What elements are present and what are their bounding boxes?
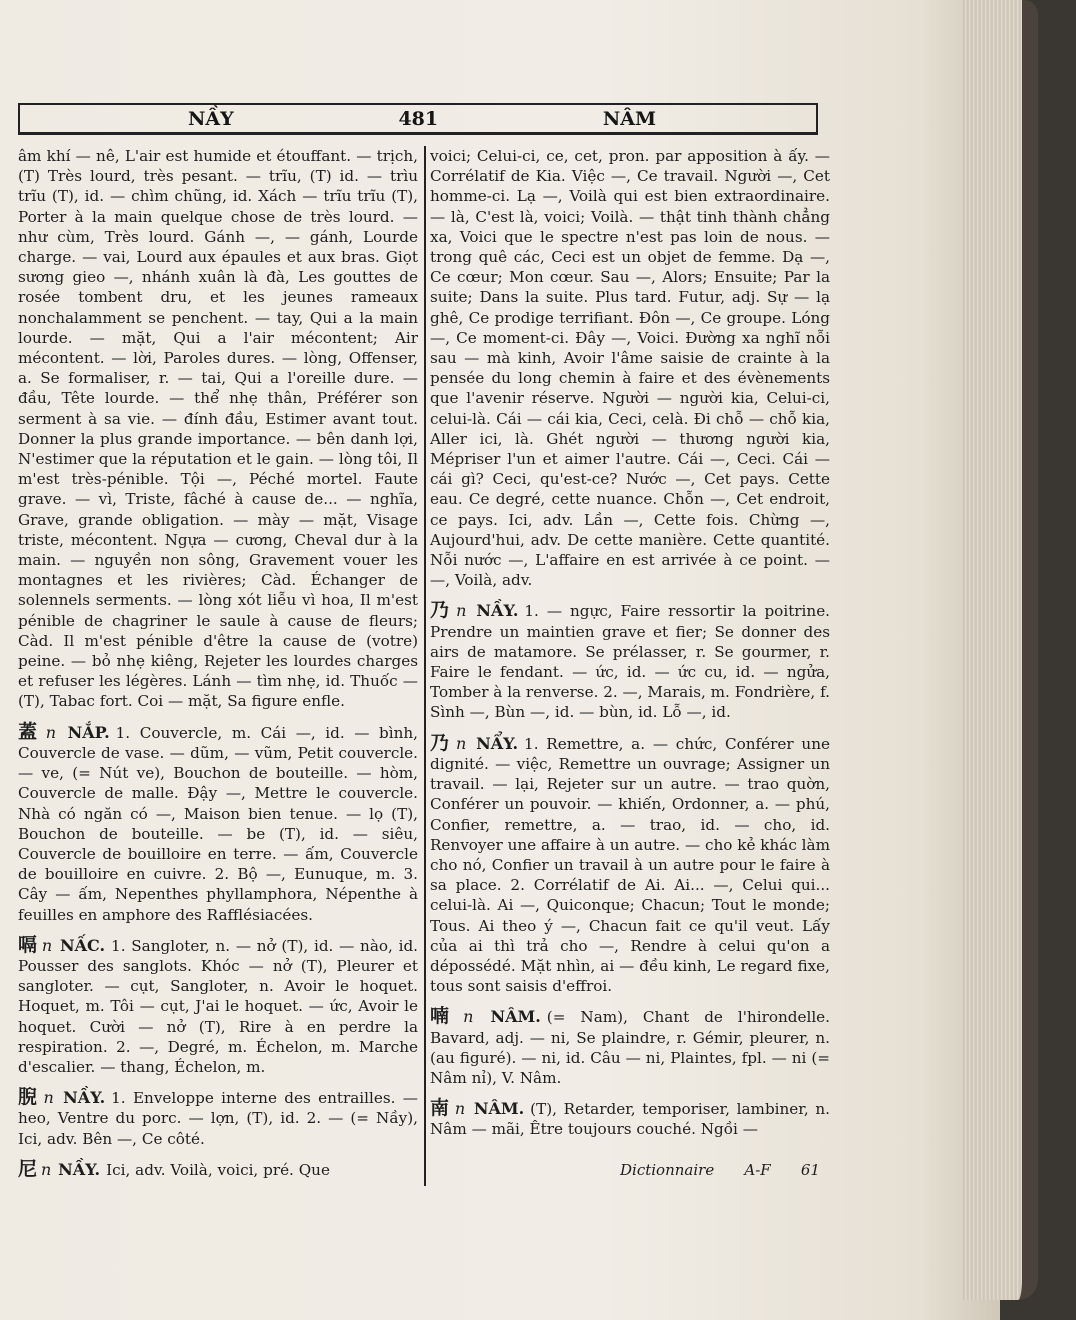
entry-definition: 1. Enveloppe interne des entrailles. — heo, Ventre du porc. — lợn, (T), id. 2. — (= Nầy), Ici, adv. Bên —, Ce côté. bbox=[18, 1089, 418, 1148]
entry-definition: 1. Sangloter, n. — nở (T), id. — nào, id. Pousser des sanglots. Khóc — nở (T), Pleurer et sangloter. — cụt, Sangloter, n. Avoir le hoquet. Hoquet, m. Tôi — cụt, J'ai le hoquet. — ức, Avoir le hoquet. Cười — nở (T), Rire à en perdre la respiration. 2. —, Degré, m. Échelon, m. Marche d'escalier. — thang, Échelon, m. bbox=[18, 936, 418, 1076]
signature-title: Dictionnaire bbox=[620, 1161, 715, 1179]
entry-pos: n bbox=[41, 935, 53, 955]
entry-pos: n bbox=[45, 722, 57, 742]
entry-definition: 1. Couvercle, m. Cái —, id. — bình, Couvercle de vase. — dũm, — vũm, Petit couvercle. — ve, (= Nút ve), Bouchon de bouteille. — hòm, Couvercle de malle. Đậy —, Mettre le couvercle. Nhà có ngăn có —, Maison bien tenue. — lọ (T), Bouchon de bouteille. — be (T), id. — siêu, Couvercle de bouilloire en terre. — ấm, Couvercle de bouilloire en cuivre. 2. Bộ —, Eunuque, m. 3. Cây — ấm, Nepenthes phyllamphora, Népenthe à feuilles en amphore des Rafflésiacées. bbox=[18, 723, 418, 924]
signature-sheet: 61 bbox=[800, 1161, 820, 1179]
entry-definition: (= Nam), Chant de l'hirondelle. Bavard, adj. — ni, Se plaindre, r. Gémir, pleurer, n. (au figuré). — ni, id. Câu — ni, Plaintes, fpl. — ni (= Nâm nỉ), V. Nâm. bbox=[430, 1008, 830, 1087]
dictionary-entry bbox=[430, 1098, 830, 1139]
right-column bbox=[430, 146, 830, 1140]
entry-headword: NÂM. bbox=[473, 1099, 525, 1119]
entry-definition: 1. — ngực, Faire ressortir la poitrine. Prendre un maintien grave et fier; Se donner des airs de matamore. Se prélasser, r. Se gourmer, r. Faire le fendant. — ức, id. — ức cu, id. — ngửa, Tomber à la renverse. 2. —, Marais, m. Fondrière, f. Sình —, Bùn —, id. — bùn, id. Lỗ —, id. bbox=[430, 602, 831, 722]
entry-headword: NẨY. bbox=[476, 733, 519, 753]
dictionary-entry bbox=[430, 733, 830, 997]
dictionary-entry bbox=[18, 935, 418, 1077]
entry-pos: n bbox=[41, 1159, 52, 1179]
entry-pos: n bbox=[463, 1007, 474, 1027]
dictionary-entry bbox=[18, 1087, 418, 1149]
header-right-word: NÂM bbox=[602, 107, 656, 130]
entry-headword: NẦY. bbox=[476, 601, 519, 621]
continued-entry-text: âm khí — nê, L'air est humide et étouffant. — trịch, (T) Très lourd, très pesant. — trĩu, (T) id. — trìu trĩu (T), id. — chìm chũng, id. Xách — trĩu trĩu (T), Porter à la main quelque chose de très lourd. — như cùm, Très lourd. Gánh —, — gánh, Lourde charge. — vai, Lourd aux épaules et aux bras. Giọt sương gieo —, nhánh xuân là đà, Les gouttes de rosée tombent dru, et les jeunes rameaux nonchalamment se penchent. — tay, Qui a la main lourde. — mặt, Qui a l'air mécontent; Air mécontent. — lời, Paroles dures. — lòng, Offenser, a. Se formaliser, r. — tai, Qui a l'oreille dure. — đầu, Tête lourde. — thể nhẹ thân, Préférer son serment à sa vie. — đính đầu, Estimer avant tout. Donner la plus grande importance. — bên danh lợi, N'estimer que la réputation et le gain. — lòng tôi, Il m'est très-pénible. Tội —, Péché mortel. Faute grave. — vì, Triste, fâché à cause de... — nghĩa, Grave, grande obligation. — mày — mặt, Visage triste, mécontent. Ngựa — cương, Cheval dur à la main. — nguyền non sông, Gravement vouer les montagnes et les rivières; Càd. Échanger de solennels serments. — lòng xót liễu vì hoa, Il m'est pénible de chagriner le saule à cause de fleurs; Càd. Il m'est pénible d'être la cause de (votre) peine. — bỏ nhẹ kiêng, Rejeter les lourdes charges et refuser les légères. Lánh — tìm nhẹ, id. Thuốc — (T), Tabac fort. Coi — mặt, Sa figure enfle. bbox=[18, 147, 418, 711]
entry-pos: n bbox=[455, 733, 467, 753]
column-rule bbox=[424, 146, 426, 1186]
entry-definition: Ici, adv. Voilà, voici, pré. Que bbox=[106, 1160, 330, 1179]
entry-headword: NẮP. bbox=[67, 722, 110, 742]
entry-headword: NÂM. bbox=[490, 1007, 541, 1027]
running-header bbox=[18, 103, 818, 135]
entry-definition: (T), Retarder, temporiser, lambiner, n. Nâm — mãi, Être toujours couché. Ngồi — bbox=[430, 1100, 830, 1139]
dictionary-entry bbox=[18, 1159, 418, 1180]
dictionary-entry bbox=[430, 600, 830, 722]
book-edge bbox=[962, 0, 1038, 1300]
entry-pos: n bbox=[454, 1099, 466, 1119]
entry-character: 嗝 bbox=[18, 933, 38, 956]
entry-character: 南 bbox=[430, 1097, 451, 1120]
dictionary-entry bbox=[430, 1006, 830, 1088]
entry-definition: 1. Remettre, a. — chức, Conférer une dignité. — việc, Remettre un ouvrage; Assigner un travail. — lại, Rejeter sur un autre. — trao quờn, Conférer un pouvoir. — khiến, Ordonner, a. — phú, Confier, remettre, a. — trao, id. — cho, id. Renvoyer une affaire à un autre. — cho kẻ khác làm cho nó, Confier un travail à un autre pour le faire à sa place. 2. Corrélatif de Ai. Ai... —, Celui qui... celui-là. Ai —, Quiconque; Chacun; Tout le monde; Tous. Ai theo ý —, Chacun fait ce qu'il veut. Lấy của ai thì trả cho —, Rendre à celui qu'on a dépossédé. Mặt nhìn, ai — đều kinh, Le regard fixe, tous sont saisis d'effroi. bbox=[430, 734, 830, 996]
entry-character: 乃 bbox=[430, 731, 452, 754]
page-number: 481 bbox=[398, 107, 439, 130]
entry-character: 腉 bbox=[18, 1086, 40, 1109]
printer-signature bbox=[620, 1161, 820, 1179]
entry-pos: n bbox=[43, 1088, 54, 1108]
entry-character: 尼 bbox=[18, 1157, 38, 1180]
dictionary-entry bbox=[18, 722, 418, 925]
entry-character: 乃 bbox=[430, 599, 453, 622]
entry-headword: NẦY. bbox=[63, 1088, 106, 1108]
left-column bbox=[18, 146, 418, 1180]
header-left-word: NẦY bbox=[188, 107, 234, 130]
entry-headword: NẤC. bbox=[59, 935, 106, 955]
continued-entry-text: voici; Celui-ci, ce, cet, pron. par apposition à ấy. — Corrélatif de Kia. Việc —, Ce travail. Người —, Cet homme-ci. Lạ —, Voilà qui est bien extraordinaire. — là, C'est là, voici; Voilà. — thật tinh thành chẳng xa, Voici que le spectre n'est pas loin de nous. — trong quê các, Ceci est un objet de femme. Dạ —, Ce cœur; Mon cœur. Sau —, Alors; Ensuite; Par la suite; Dans la suite. Plus tard. Futur, adj. Sự — lạ ghê, Ce prodige terrifiant. Đôn —, Ce groupe. Lóng —, Ce moment-ci. Đây —, Voici. Đường xa nghĩ nỗi sau — mà kinh, Avoir l'âme saisie de crainte à la pensée du long chemin à faire et des évènements que l'avenir réserve. Người — người kia, Celui-ci, celui-là. Cái — cái kia, Ceci, celà. Đi chỗ — chỗ kia, Aller ici, là. Ghét người — thương người kia, Mépriser l'un et aimer l'autre. Cái —, Ceci. Cái — cái gì? Ceci, qu'est-ce? Nước —, Cet pays. Cette eau. Ce degré, cette nuance. Chỗn —, Cet endroit, ce pays. Ici, adv. Lần —, Cette fois. Chừng —, Aujourd'hui, adv. De cette manière. Cette quantité. Nỗi nước —, L'affaire en est arrivée à ce point. — —, Voilà, adv. bbox=[430, 147, 830, 590]
entry-character: 蓋 bbox=[18, 720, 42, 743]
entry-headword: NẦY. bbox=[58, 1159, 101, 1179]
signature-volume: A-F bbox=[744, 1161, 771, 1179]
entry-character: 喃 bbox=[430, 1005, 460, 1028]
entry-pos: n bbox=[456, 601, 467, 621]
